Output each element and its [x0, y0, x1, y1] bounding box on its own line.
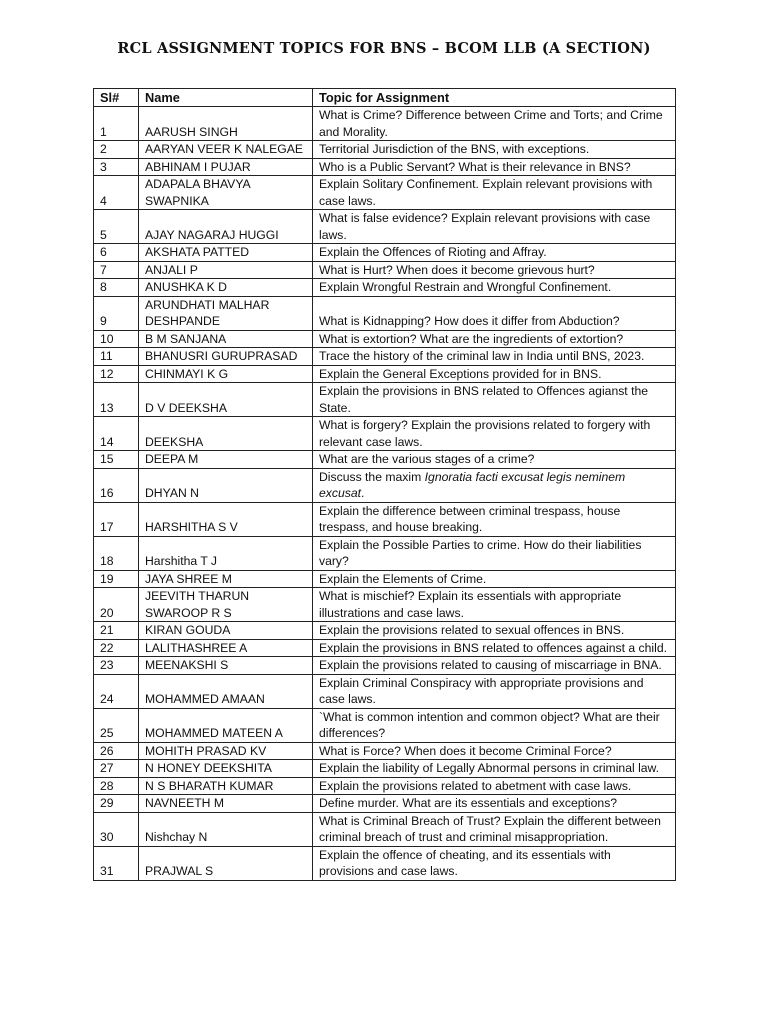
table-row	[94, 639, 676, 657]
row-topic: Explain the Possible Parties to crime. How do their liabilities vary?	[313, 536, 676, 570]
row-name: DHYAN N	[139, 468, 313, 502]
table-row	[94, 536, 676, 570]
table-row	[94, 760, 676, 778]
table-row	[94, 210, 676, 244]
row-topic: What is Crime? Difference between Crime and Torts; and Crime and Morality.	[313, 107, 676, 141]
row-topic: Explain the difference between criminal trespass, house trespass, and house breaking.	[313, 502, 676, 536]
row-sl: 5	[94, 210, 139, 244]
table-row	[94, 417, 676, 451]
assignment-table	[93, 88, 676, 881]
row-sl: 16	[94, 468, 139, 502]
row-topic: Who is a Public Servant? What is their relevance in BNS?	[313, 158, 676, 176]
row-topic: What is Kidnapping? How does it differ from Abduction?	[313, 296, 676, 330]
header-name: Name	[139, 89, 313, 107]
row-topic: Explain the Elements of Crime.	[313, 570, 676, 588]
row-name: AARUSH SINGH	[139, 107, 313, 141]
row-sl: 20	[94, 588, 139, 622]
row-sl: 26	[94, 742, 139, 760]
table-body	[94, 107, 676, 881]
row-sl: 31	[94, 846, 139, 880]
row-topic: Explain the provisions in BNS related to Offences agianst the State.	[313, 383, 676, 417]
row-name: JEEVITH THARUN SWAROOP R S	[139, 588, 313, 622]
table-row	[94, 502, 676, 536]
row-topic: Explain Wrongful Restrain and Wrongful Confinement.	[313, 279, 676, 297]
row-topic: `What is common intention and common object? What are their differences?	[313, 708, 676, 742]
table-row	[94, 383, 676, 417]
row-topic: Explain the liability of Legally Abnormal persons in criminal law.	[313, 760, 676, 778]
table-row	[94, 244, 676, 262]
table-row	[94, 365, 676, 383]
table-row	[94, 296, 676, 330]
row-name: ANUSHKA K D	[139, 279, 313, 297]
document-title: RCL ASSIGNMENT TOPICS FOR BNS – BCOM LLB (A SECTION)	[117, 40, 651, 57]
row-sl: 14	[94, 417, 139, 451]
row-sl: 22	[94, 639, 139, 657]
table-row	[94, 141, 676, 159]
row-topic: What is Criminal Breach of Trust? Explain the different between criminal breach of trust and criminal misappropriation.	[313, 812, 676, 846]
row-topic: Explain the offence of cheating, and its essentials with provisions and case laws.	[313, 846, 676, 880]
table-header-row	[94, 89, 676, 107]
row-topic-end: .	[361, 486, 365, 500]
table-row	[94, 657, 676, 675]
row-topic: Trace the history of the criminal law in India until BNS, 2023.	[313, 348, 676, 366]
table-row	[94, 451, 676, 469]
row-topic-text: Discuss the maxim	[319, 469, 425, 484]
row-sl: 23	[94, 657, 139, 675]
row-topic	[313, 468, 676, 502]
row-sl: 25	[94, 708, 139, 742]
row-name: AKSHATA PATTED	[139, 244, 313, 262]
row-topic: What is Hurt? When does it become grievous hurt?	[313, 261, 676, 279]
table-row	[94, 107, 676, 141]
table-row	[94, 708, 676, 742]
row-sl: 10	[94, 330, 139, 348]
row-topic: Explain the Offences of Rioting and Affray.	[313, 244, 676, 262]
row-name: BHANUSRI GURUPRASAD	[139, 348, 313, 366]
row-topic: Explain the provisions in BNS related to offences against a child.	[313, 639, 676, 657]
row-topic: What is extortion? What are the ingredients of extortion?	[313, 330, 676, 348]
row-topic: What is false evidence? Explain relevant provisions with case laws.	[313, 210, 676, 244]
row-name: ANJALI P	[139, 261, 313, 279]
row-sl: 7	[94, 261, 139, 279]
table-row	[94, 348, 676, 366]
row-name: AARYAN VEER K NALEGAE	[139, 141, 313, 159]
row-topic: Territorial Jurisdiction of the BNS, with exceptions.	[313, 141, 676, 159]
row-sl: 3	[94, 158, 139, 176]
row-sl: 6	[94, 244, 139, 262]
row-name: ABHINAM I PUJAR	[139, 158, 313, 176]
header-topic: Topic for Assignment	[313, 89, 676, 107]
row-sl: 28	[94, 777, 139, 795]
row-topic: What are the various stages of a crime?	[313, 451, 676, 469]
row-topic: What is Force? When does it become Criminal Force?	[313, 742, 676, 760]
row-topic-italic: Ignoratia facti excusat legis neminem excusat	[319, 469, 626, 500]
row-name: CHINMAYI K G	[139, 365, 313, 383]
row-name: NAVNEETH M	[139, 795, 313, 813]
row-topic: What is forgery? Explain the provisions related to forgery with relevant case laws.	[313, 417, 676, 451]
table-row	[94, 468, 676, 502]
row-name: MOHAMMED MATEEN A	[139, 708, 313, 742]
row-name: Nishchay N	[139, 812, 313, 846]
row-topic: Explain Solitary Confinement. Explain relevant provisions with case laws.	[313, 176, 676, 210]
row-name: N S BHARATH KUMAR	[139, 777, 313, 795]
row-name: AJAY NAGARAJ HUGGI	[139, 210, 313, 244]
row-sl: 4	[94, 176, 139, 210]
row-name: PRAJWAL S	[139, 846, 313, 880]
row-name: D V DEEKSHA	[139, 383, 313, 417]
row-name: MOHAMMED AMAAN	[139, 674, 313, 708]
row-name: ADAPALA BHAVYA SWAPNIKA	[139, 176, 313, 210]
table-row	[94, 261, 676, 279]
row-name: JAYA SHREE M	[139, 570, 313, 588]
table-row	[94, 622, 676, 640]
table-row	[94, 330, 676, 348]
table-row	[94, 176, 676, 210]
table-row	[94, 570, 676, 588]
row-topic: Explain Criminal Conspiracy with appropriate provisions and case laws.	[313, 674, 676, 708]
row-sl: 21	[94, 622, 139, 640]
table-row	[94, 158, 676, 176]
row-sl: 17	[94, 502, 139, 536]
table-row	[94, 279, 676, 297]
row-name: LALITHASHREE A	[139, 639, 313, 657]
row-name: B M SANJANA	[139, 330, 313, 348]
row-name: N HONEY DEEKSHITA	[139, 760, 313, 778]
row-sl: 27	[94, 760, 139, 778]
row-sl: 18	[94, 536, 139, 570]
row-sl: 11	[94, 348, 139, 366]
row-sl: 13	[94, 383, 139, 417]
row-topic: Explain the provisions related to causing of miscarriage in BNA.	[313, 657, 676, 675]
row-name: DEEPA M	[139, 451, 313, 469]
row-name: MEENAKSHI S	[139, 657, 313, 675]
row-name: KIRAN GOUDA	[139, 622, 313, 640]
table-row	[94, 812, 676, 846]
row-topic: Explain the General Exceptions provided for in BNS.	[313, 365, 676, 383]
row-topic: Define murder. What are its essentials and exceptions?	[313, 795, 676, 813]
table-row	[94, 795, 676, 813]
row-sl: 19	[94, 570, 139, 588]
header-sl: Sl#	[94, 89, 139, 107]
row-sl: 12	[94, 365, 139, 383]
row-sl: 30	[94, 812, 139, 846]
row-sl: 8	[94, 279, 139, 297]
row-name: DEEKSHA	[139, 417, 313, 451]
row-topic: Explain the provisions related to sexual offences in BNS.	[313, 622, 676, 640]
row-topic: Explain the provisions related to abetment with case laws.	[313, 777, 676, 795]
row-name: HARSHITHA S V	[139, 502, 313, 536]
row-topic: What is mischief? Explain its essentials with appropriate illustrations and case laws.	[313, 588, 676, 622]
row-sl: 15	[94, 451, 139, 469]
table-row	[94, 777, 676, 795]
row-sl: 24	[94, 674, 139, 708]
row-sl: 1	[94, 107, 139, 141]
row-name: Harshitha T J	[139, 536, 313, 570]
row-sl: 9	[94, 296, 139, 330]
row-name: MOHITH PRASAD KV	[139, 742, 313, 760]
row-sl: 29	[94, 795, 139, 813]
row-name: ARUNDHATI MALHAR DESHPANDE	[139, 296, 313, 330]
table-row	[94, 742, 676, 760]
table-row	[94, 674, 676, 708]
row-sl: 2	[94, 141, 139, 159]
table-row	[94, 846, 676, 880]
table-row	[94, 588, 676, 622]
